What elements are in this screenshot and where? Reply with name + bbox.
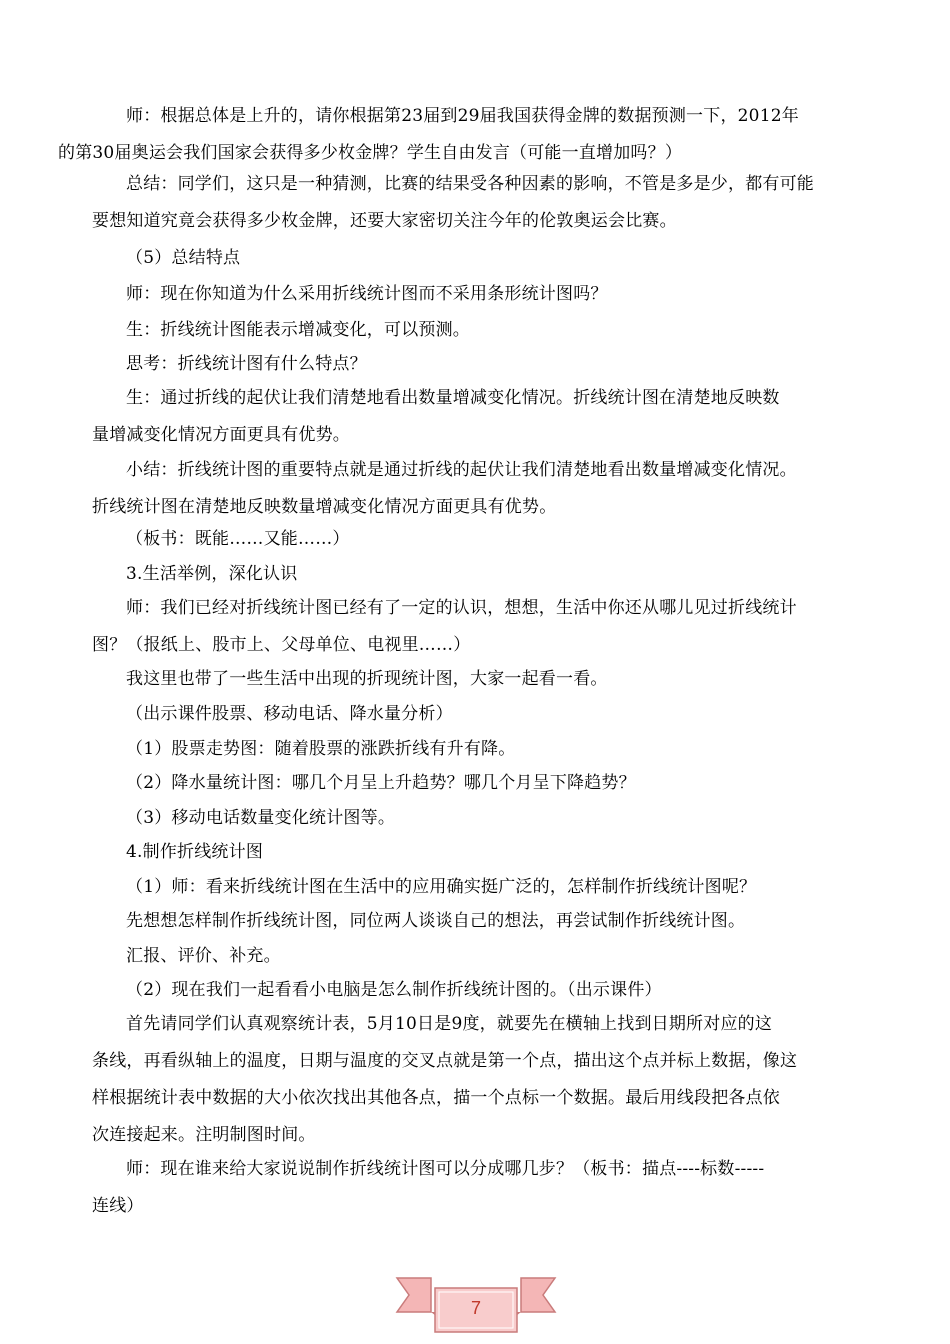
text-line: （出示课件股票、移动电话、降水量分析） <box>126 704 453 724</box>
paragraph-pair-discuss <box>92 903 860 940</box>
section-heading-features <box>92 240 860 277</box>
list-item-mobile <box>92 800 860 837</box>
paragraph-computer <box>92 972 860 1009</box>
paragraph-report <box>92 938 860 975</box>
text-line: 图？（报纸上、股市上、父母单位、电视里……） <box>92 635 471 655</box>
text-line: 师：我们已经对折线统计图已经有了一定的认识，想想，生活中你还从哪儿见过折线统计 <box>126 598 797 618</box>
paragraph-think <box>92 346 860 383</box>
page-footer <box>395 1268 557 1338</box>
text-line: 首先请同学们认真观察统计表，5月10日是9度，就要先在横轴上找到日期所对应的这 <box>126 1014 773 1034</box>
list-item-stock <box>92 731 860 768</box>
text-line: 折线统计图在清楚地反映数量增减变化情况方面更具有优势。 <box>92 497 557 517</box>
text-line: 师：现在谁来给大家说说制作折线统计图可以分成哪几步？（板书：描点----标数----- <box>126 1159 765 1179</box>
text-line: 师：现在你知道为什么采用折线统计图而不采用条形统计图吗？ <box>126 284 608 304</box>
text-line: （1）师：看来折线统计图在生活中的应用确实挺广泛的，怎样制作折线统计图呢？ <box>126 877 757 897</box>
paragraph-student-explain <box>92 380 860 454</box>
text-line: 汇报、评价、补充。 <box>126 946 281 966</box>
text-line: （5）总结特点 <box>126 248 241 268</box>
text-line: 总结：同学们，这只是一种猜测，比赛的结果受各种因素的影响，不管是多是少，都有可能 <box>126 174 814 194</box>
text-line: （2）降水量统计图：哪几个月呈上升趋势？哪几个月呈下降趋势？ <box>126 773 636 793</box>
paragraph-prediction <box>58 98 860 172</box>
text-line: （3）移动电话数量变化统计图等。 <box>126 808 396 828</box>
text-line: 连线） <box>92 1196 144 1216</box>
text-line: 条线，再看纵轴上的温度，日期与温度的交叉点就是第一个点，描出这个点并标上数据，像这 <box>92 1051 798 1071</box>
paragraph-steps-question <box>92 1151 860 1225</box>
section-heading-make <box>92 834 860 871</box>
paragraph-show <box>92 661 860 698</box>
text-line: 师：根据总体是上升的，请你根据第23届到29届我国获得金牌的数据预测一下，2012年 <box>126 106 799 126</box>
text-line: 要想知道究竟会获得多少枚金牌，还要大家密切关注今年的伦敦奥运会比赛。 <box>92 211 677 231</box>
text-line: 样根据统计表中数据的大小依次找出其他各点，描一个点标一个数据。最后用线段把各点依 <box>92 1088 780 1108</box>
paragraph-teacher-question <box>92 276 860 313</box>
paragraph-blackboard <box>92 521 860 558</box>
text-line: 4.制作折线统计图 <box>126 842 264 862</box>
text-line: （板书：既能……又能……） <box>126 529 350 549</box>
paragraph-steps-detail <box>92 1006 860 1154</box>
text-line: 次连接起来。注明制图时间。 <box>92 1125 316 1145</box>
text-line: 先想想怎样制作折线统计图，同位两人谈谈自己的想法，再尝试制作折线统计图。 <box>126 911 746 931</box>
page-number: 7 <box>470 1298 481 1318</box>
text-line: 量增减变化情况方面更具有优势。 <box>92 425 350 445</box>
text-line: 思考：折线统计图有什么特点？ <box>126 354 367 374</box>
text-line: 我这里也带了一些生活中出现的折现统计图，大家一起看一看。 <box>126 669 608 689</box>
text-line: 生：折线统计图能表示增减变化，可以预测。 <box>126 320 470 340</box>
list-item-rainfall <box>92 765 860 802</box>
paragraph-life-examples <box>92 590 860 664</box>
text-line: 生：通过折线的起伏让我们清楚地看出数量增减变化情况。折线统计图在清楚地反映数 <box>126 388 780 408</box>
paragraph-conclusion <box>92 452 860 526</box>
text-line: （1）股票走势图：随着股票的涨跌折线有升有降。 <box>126 739 516 759</box>
text-line: （2）现在我们一起看看小电脑是怎么制作折线统计图的。（出示课件） <box>126 980 662 1000</box>
paragraph-make-question <box>92 869 860 906</box>
paragraph-courseware <box>92 696 860 733</box>
text-line: 3.生活举例，深化认识 <box>126 564 298 584</box>
section-heading-examples <box>92 556 860 593</box>
paragraph-summary <box>92 166 860 240</box>
text-line: 的第30届奥运会我们国家会获得多少枚金牌？学生自由发言（可能一直增加吗？） <box>58 143 683 163</box>
text-line: 小结：折线统计图的重要特点就是通过折线的起伏让我们清楚地看出数量增减变化情况。 <box>126 460 797 480</box>
paragraph-student-answer <box>92 312 860 349</box>
